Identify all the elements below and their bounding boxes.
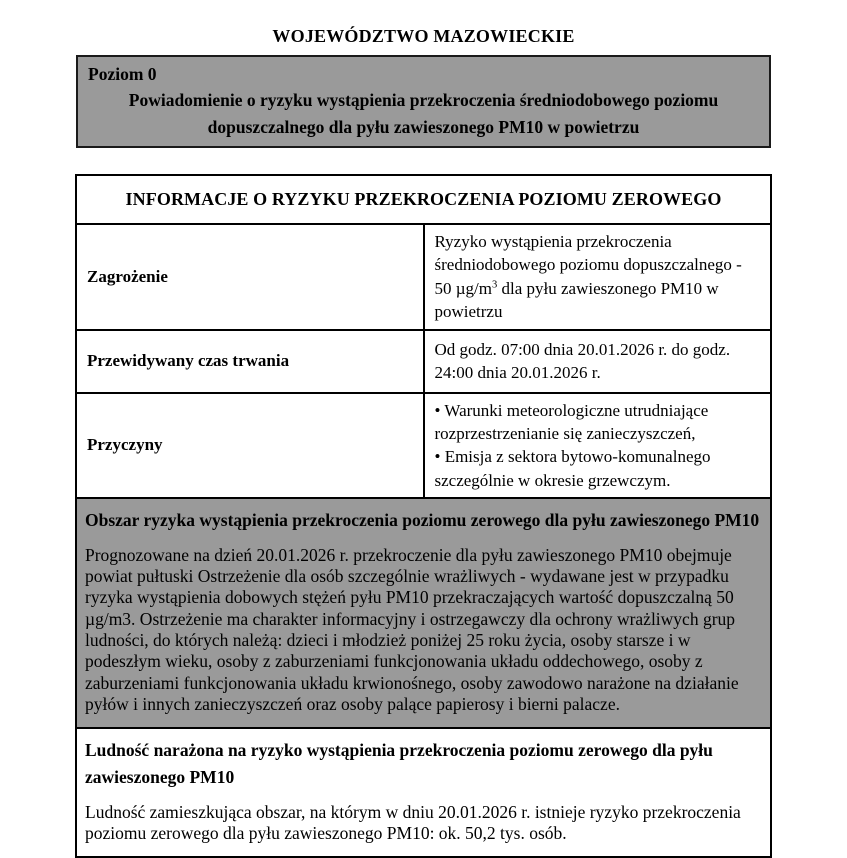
population-section-row [76, 728, 771, 857]
row-value-czas-trwania: Od godz. 07:00 dnia 20.01.2026 r. do godz. 24:00 dnia 20.01.2026 r. [424, 330, 772, 393]
area-risk-section-row [76, 498, 771, 728]
row-label-czas-trwania: Przewidywany czas trwania [76, 330, 424, 393]
cause-item: • Warunki meteorologiczne utrudniające rozprzestrzenianie się zanieczyszczeń, [434, 400, 709, 444]
area-risk-section [76, 498, 771, 728]
zagrozenie-superscript: 3 [492, 279, 498, 290]
population-body: Ludność zamieszkująca obszar, na którym w dniu 20.01.2026 r. istnieje ryzyko przekroczenia poziomu zerowego dla pyłu zawieszonego PM10: ok. 50,2 tys. osób. [85, 801, 741, 843]
table-row-przyczyny [76, 393, 771, 499]
row-value-przyczyny [424, 393, 772, 499]
page-title: WOJEWÓDZTWO MAZOWIECKIE [272, 26, 575, 46]
alert-level-banner [76, 55, 771, 148]
row-label-zagrozenie: Zagrożenie [76, 224, 424, 330]
table-row-czas-trwania [76, 330, 771, 393]
table-header: INFORMACJE O RYZYKU PRZEKROCZENIA POZIOMU ZEROWEGO [76, 175, 771, 224]
population-section [76, 728, 771, 857]
table-header-row [76, 175, 771, 224]
zagrozenie-text-pre: Ryzyko wystąpienia przekroczenia średniodobowego poziomu dopuszczalnego - 50 µg/m [434, 231, 742, 298]
warning-document [0, 26, 847, 858]
row-label-przyczyny: Przyczyny [76, 393, 424, 499]
area-risk-body: Prognozowane na dzień 20.01.2026 r. przekroczenie dla pyłu zawieszonego PM10 obejmuje powiat pułtuski Ostrzeżenie dla osób szczególnie wrażliwych - wydawane jest w przypadku ryzyka wystąpienia dobowych stężeń pyłu PM10 przekraczających wartość dopuszczalną 50 µg/m3. Ostrzeżenie ma charakter informacyjny i ostrzegawczy dla ochrony wrażliwych grup ludności, do których należą: dzieci i młodzież poniżej 25 roku życia, osoby starsze i w podeszłym wieku, osoby z zaburzeniami funkcjonowania układu oddechowego, osoby z zaburzeniami funkcjonowania układu krwionośnego, osoby zawodowo narażone na działanie pyłów i innych zanieczyszczeń oraz osoby palące papierosy i bierni palacze. [85, 544, 739, 714]
cause-item: • Emisja z sektora bytowo-komunalnego szczególnie w okresie grzewczym. [434, 447, 711, 490]
row-value-zagrozenie [424, 224, 772, 330]
risk-info-table [75, 174, 772, 858]
table-row-zagrozenie [76, 224, 771, 330]
alert-level-label: Poziom 0 [88, 64, 157, 84]
alert-message: Powiadomienie o ryzyku wystąpienia przekroczenia średniodobowego poziomu dopuszczalnego dla pyłu zawieszonego PM10 w powietrzu [128, 90, 719, 137]
zagrozenie-text-post: dla pyłu zawieszonego PM10 w powietrzu [434, 278, 719, 322]
area-risk-heading: Obszar ryzyka wystąpienia przekroczenia poziomu zerowego dla pyłu zawieszonego PM10 [85, 510, 760, 531]
population-heading: Ludność narażona na ryzyko wystąpienia przekroczenia poziomu zerowego dla pyłu zawieszonego PM10 [85, 740, 713, 788]
